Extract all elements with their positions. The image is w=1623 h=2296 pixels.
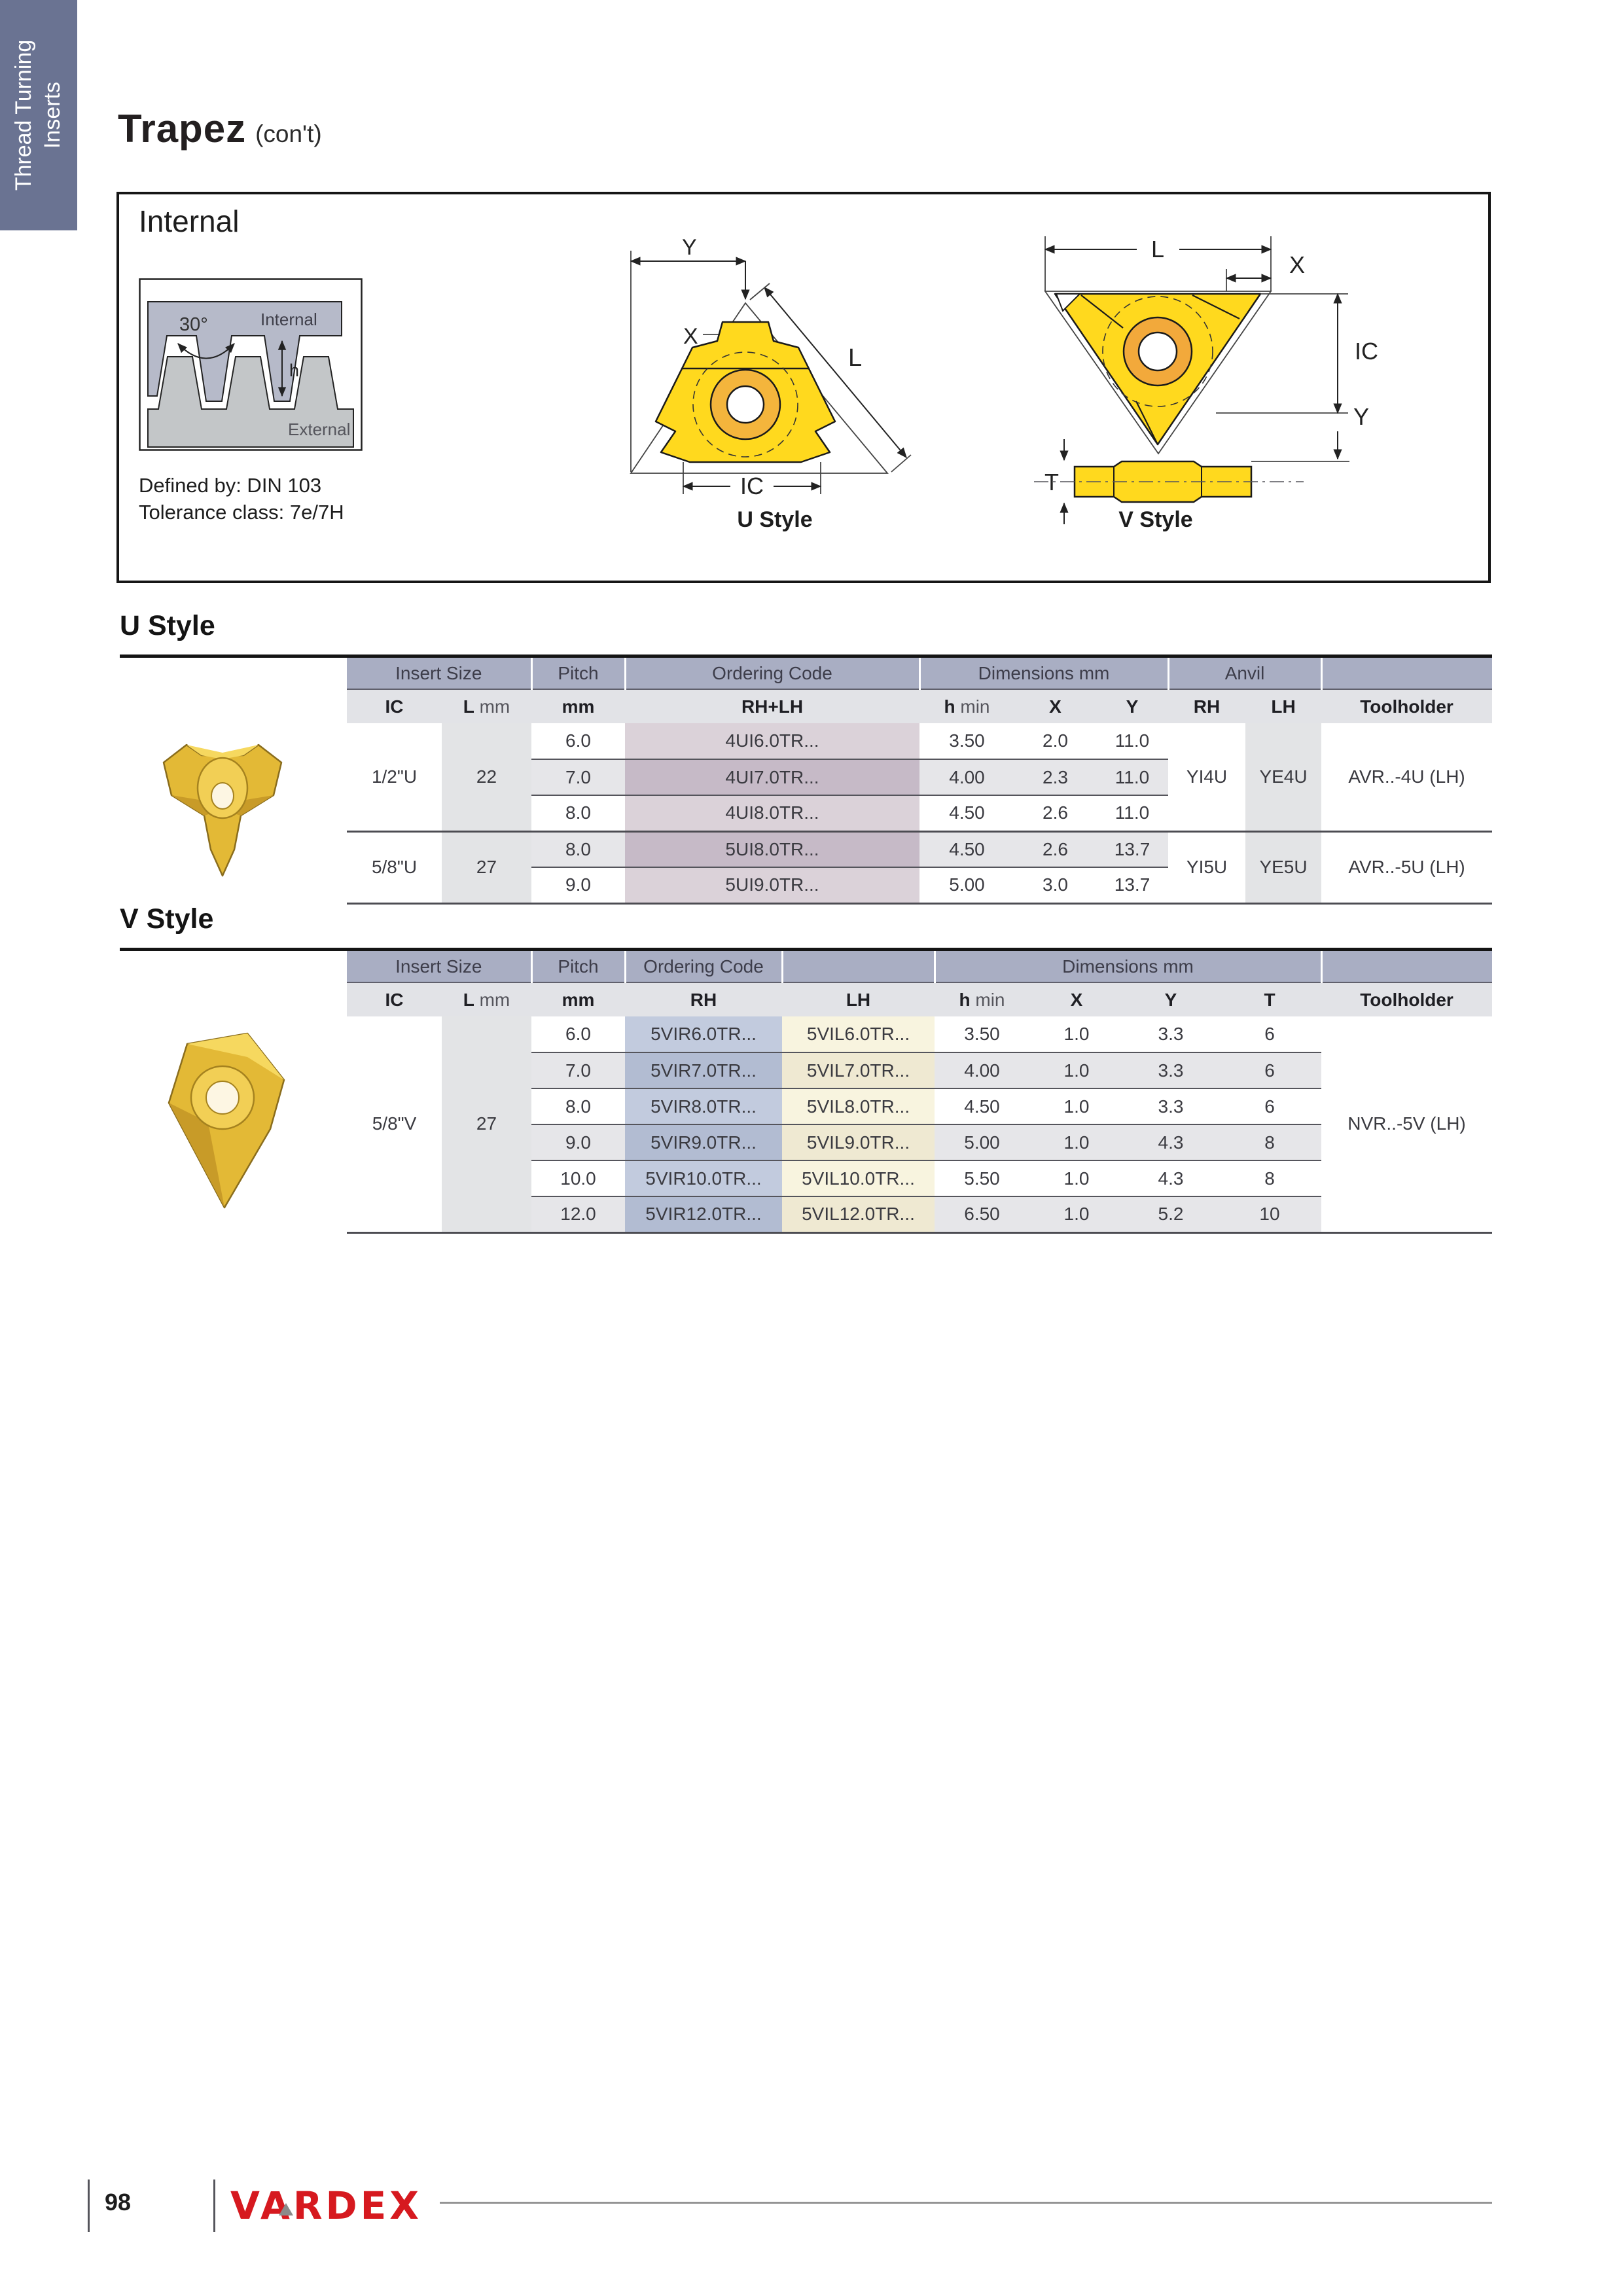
anvil-lh-cell: YE4U (1245, 723, 1321, 831)
x-cell: 1.0 (1029, 1052, 1124, 1088)
v-style-caption: V Style (1118, 507, 1193, 532)
x-cell: 2.6 (1014, 831, 1096, 867)
u-insert-hole (727, 386, 764, 423)
h-min-cell: 4.50 (935, 1088, 1029, 1124)
y-cell: 11.0 (1096, 723, 1168, 759)
pitch-cell: 7.0 (531, 1052, 625, 1088)
rh-code-cell: 5VIR9.0TR... (625, 1124, 782, 1160)
u-dim-l: L (848, 344, 863, 372)
lh-code-cell: 5VIL10.0TR... (782, 1160, 935, 1196)
pitch-cell: 12.0 (531, 1196, 625, 1232)
v-header-blank (1321, 951, 1492, 982)
h-min-cell: 6.50 (935, 1196, 1029, 1232)
u-subheader-rh: RH (1168, 689, 1245, 723)
pitch-cell: 6.0 (531, 1016, 625, 1052)
h-min-cell: 5.00 (935, 1124, 1029, 1160)
ordering-code-cell: 5UI8.0TR... (625, 831, 919, 867)
v-dim-l: L (1150, 236, 1165, 262)
x-cell: 2.6 (1014, 795, 1096, 831)
lh-code-cell: 5VIL7.0TR... (782, 1052, 935, 1088)
t-cell: 6 (1218, 1052, 1321, 1088)
footer-divider (213, 2179, 215, 2232)
pitch-cell: 10.0 (531, 1160, 625, 1196)
v-dim-t: T (1044, 469, 1059, 495)
v-subheader-t: T (1218, 982, 1321, 1016)
h-min-cell: 3.50 (935, 1016, 1029, 1052)
anvil-rh-cell: YI4U (1168, 723, 1245, 831)
t-cell: 8 (1218, 1160, 1321, 1196)
h-min-cell: 5.50 (935, 1160, 1029, 1196)
u-subheader-h-min: h min (919, 689, 1014, 723)
v-subheader-ic: IC (347, 982, 442, 1016)
v-subheader-rh: RH (625, 982, 782, 1016)
v-dim-ic: IC (1355, 338, 1378, 365)
page-title (118, 106, 322, 151)
u-l-value: 22 (442, 723, 531, 831)
u-header-dimensions: Dimensions mm (919, 658, 1168, 689)
u-subheader-rh-lh: RH+LH (625, 689, 919, 723)
x-cell: 1.0 (1029, 1160, 1124, 1196)
rh-code-cell: 5VIR6.0TR... (625, 1016, 782, 1052)
rh-code-cell: 5VIR8.0TR... (625, 1088, 782, 1124)
u-style-table (347, 658, 1492, 905)
u-subheader-x: X (1014, 689, 1096, 723)
rh-code-cell: 5VIR7.0TR... (625, 1052, 782, 1088)
rh-code-cell: 5VIR10.0TR... (625, 1160, 782, 1196)
y-cell: 13.7 (1096, 831, 1168, 867)
pitch-cell: 8.0 (531, 1088, 625, 1124)
table-row (347, 723, 1492, 759)
standard-info (139, 472, 344, 526)
v-subheader-l: L mm (442, 982, 531, 1016)
u-dim-x: X (683, 324, 698, 349)
u-header-insert-size: Insert Size (347, 658, 531, 689)
page-number: 98 (104, 2189, 132, 2215)
v-subheader-x: X (1029, 982, 1124, 1016)
x-cell: 3.0 (1014, 867, 1096, 903)
y-cell: 3.3 (1124, 1088, 1218, 1124)
x-cell: 1.0 (1029, 1016, 1124, 1052)
v-subheader-lh: LH (782, 982, 935, 1016)
y-cell: 11.0 (1096, 795, 1168, 831)
anvil-lh-cell: YE5U (1245, 831, 1321, 903)
sidebar-tab-text (0, 0, 77, 230)
v-subheader-toolholder: Toolholder (1321, 982, 1492, 1016)
v-style-table (347, 951, 1492, 1234)
h-min-cell: 4.50 (919, 831, 1014, 867)
vardex-logo-text: VARDEX (230, 2183, 422, 2228)
y-cell: 11.0 (1096, 759, 1168, 795)
x-cell: 1.0 (1029, 1088, 1124, 1124)
x-cell: 1.0 (1029, 1124, 1124, 1160)
ordering-code-cell: 4UI7.0TR... (625, 759, 919, 795)
h-min-cell: 5.00 (919, 867, 1014, 903)
u-dim-ic: IC (740, 473, 764, 499)
v-subheader-y: Y (1124, 982, 1218, 1016)
v-dim-y: Y (1353, 403, 1370, 430)
u-l-value: 27 (442, 831, 531, 903)
y-cell: 4.3 (1124, 1160, 1218, 1196)
toolholder-cell: AVR..-4U (LH) (1321, 723, 1492, 831)
t-cell: 8 (1218, 1124, 1321, 1160)
defined-by: Defined by: DIN 103 (139, 474, 322, 497)
toolholder-cell: AVR..-5U (LH) (1321, 831, 1492, 903)
pitch-cell: 7.0 (531, 759, 625, 795)
ordering-code-cell: 5UI9.0TR... (625, 867, 919, 903)
pitch-cell: 6.0 (531, 723, 625, 759)
v-ic-value: 5/8"V (347, 1016, 442, 1232)
y-cell: 3.3 (1124, 1052, 1218, 1088)
logo-triangle-icon (279, 2203, 293, 2215)
u-subheader-y: Y (1096, 689, 1168, 723)
y-cell: 5.2 (1124, 1196, 1218, 1232)
lh-code-cell: 5VIL12.0TR... (782, 1196, 935, 1232)
x-cell: 1.0 (1029, 1196, 1124, 1232)
thread-profile-diagram (139, 278, 363, 451)
u-subheader-lh: LH (1245, 689, 1321, 723)
t-cell: 6 (1218, 1088, 1321, 1124)
footer-rule (440, 2202, 1492, 2204)
h-min-cell: 4.50 (919, 795, 1014, 831)
table-row (347, 831, 1492, 867)
y-cell: 13.7 (1096, 867, 1168, 903)
v-dim-x: X (1289, 251, 1306, 278)
x-cell: 2.3 (1014, 759, 1096, 795)
table-row (347, 1016, 1492, 1052)
page-title-note: (con't) (255, 120, 322, 147)
x-cell: 2.0 (1014, 723, 1096, 759)
v-header-insert-size: Insert Size (347, 951, 531, 982)
t-cell: 10 (1218, 1196, 1321, 1232)
u-insert-photo (151, 733, 294, 890)
vardex-logo (230, 2183, 422, 2228)
lh-code-cell: 5VIL9.0TR... (782, 1124, 935, 1160)
t-cell: 6 (1218, 1016, 1321, 1052)
u-style-caption: U Style (737, 507, 813, 532)
sidebar-tab-line1: Thread Turning (11, 39, 37, 191)
sidebar-tab (0, 0, 77, 230)
u-subheader-toolholder: Toolholder (1321, 689, 1492, 723)
u-ic-value: 1/2"U (347, 723, 442, 831)
pitch-cell: 9.0 (531, 867, 625, 903)
v-header-dimensions: Dimensions mm (935, 951, 1321, 982)
pitch-cell: 9.0 (531, 1124, 625, 1160)
u-subheader-l: L mm (442, 689, 531, 723)
u-dim-y: Y (682, 238, 697, 260)
u-header-blank (1321, 658, 1492, 689)
ordering-code-cell: 4UI6.0TR... (625, 723, 919, 759)
u-header-pitch: Pitch (531, 658, 625, 689)
h-min-cell: 3.50 (919, 723, 1014, 759)
sidebar-tab-line2: Inserts (40, 81, 65, 149)
anvil-rh-cell: YI5U (1168, 831, 1245, 903)
u-style-section-title: U Style (120, 610, 215, 641)
v-insert-photo (149, 1018, 300, 1214)
external-label: External (288, 420, 351, 439)
lh-code-cell: 5VIL8.0TR... (782, 1088, 935, 1124)
v-header-pitch: Pitch (531, 951, 625, 982)
u-subheader-mm: mm (531, 689, 625, 723)
tolerance-class: Tolerance class: 7e/7H (139, 501, 344, 524)
u-style-drawing (605, 238, 945, 499)
internal-box (116, 192, 1491, 583)
toolholder-cell: NVR..-5V (LH) (1321, 1016, 1492, 1232)
y-cell: 4.3 (1124, 1124, 1218, 1160)
internal-heading: Internal (139, 204, 240, 238)
footer-divider (88, 2179, 90, 2232)
pitch-cell: 8.0 (531, 831, 625, 867)
internal-label: Internal (260, 310, 317, 329)
lh-code-cell: 5VIL6.0TR... (782, 1016, 935, 1052)
page-title-text: Trapez (118, 107, 247, 151)
u-header-anvil: Anvil (1168, 658, 1321, 689)
h-min-cell: 4.00 (919, 759, 1014, 795)
y-cell: 3.3 (1124, 1016, 1218, 1052)
v-style-section-title: V Style (120, 903, 214, 935)
v-header-blank-lh (782, 951, 935, 982)
angle-label: 30° (179, 314, 208, 335)
h-min-cell: 4.00 (935, 1052, 1029, 1088)
u-subheader-ic: IC (347, 689, 442, 723)
v-subheader-h-min: h min (935, 982, 1029, 1016)
h-dimension-label: h (289, 361, 300, 380)
ordering-code-cell: 4UI8.0TR... (625, 795, 919, 831)
pitch-cell: 8.0 (531, 795, 625, 831)
v-l-value: 27 (442, 1016, 531, 1232)
v-subheader-mm: mm (531, 982, 625, 1016)
u-ic-value: 5/8"U (347, 831, 442, 903)
u-header-ordering-code: Ordering Code (625, 658, 919, 689)
rh-code-cell: 5VIR12.0TR... (625, 1196, 782, 1232)
v-style-drawing (996, 223, 1389, 537)
v-insert-hole (1139, 332, 1177, 370)
v-header-ordering-code: Ordering Code (625, 951, 782, 982)
